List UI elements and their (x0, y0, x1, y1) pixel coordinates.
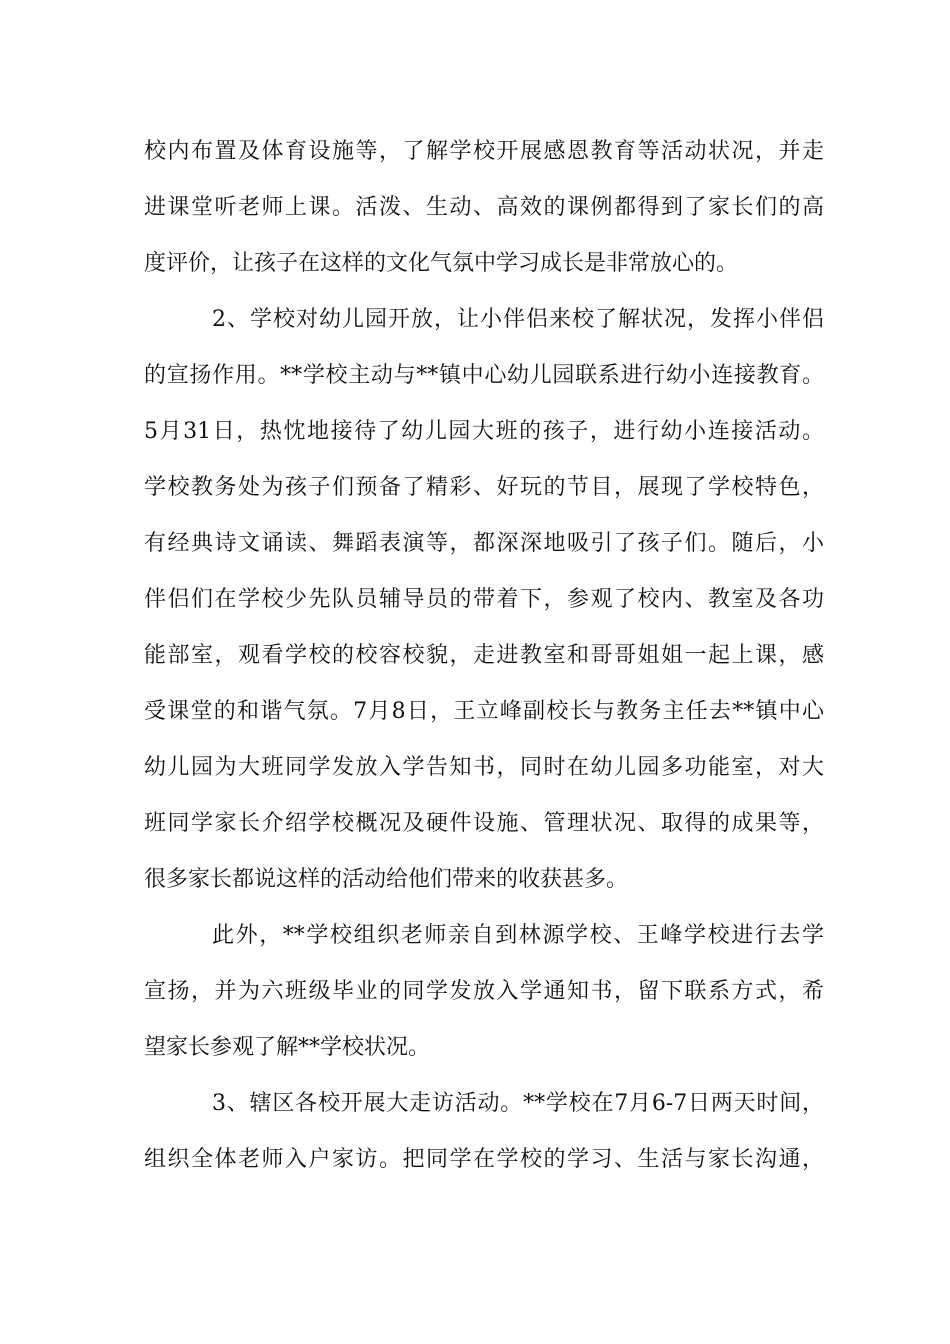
text-line: 3、辖区各校开展大走访活动。**学校在7月6-7日两天时间， (212, 1091, 824, 1116)
text-line: 有经典诗文诵读、舞蹈表演等，都深深地吸引了孩子们。随后，小 (144, 531, 824, 556)
text-line: 伴侣们在学校少先队员辅导员的带着下，参观了校内、教室及各功 (144, 587, 824, 612)
text-line: 班同学家长介绍学校概况及硬件设施、管理状况、取得的成果等， (144, 811, 824, 836)
text-line: 受课堂的和谐气氛。7月8日，王立峰副校长与教务主任去**镇中心 (144, 699, 824, 724)
text-line: 进课堂听老师上课。活泼、生动、高效的课例都得到了家长们的高 (144, 195, 824, 220)
text-line: 校内布置及体育设施等，了解学校开展感恩教育等活动状况，并走 (144, 139, 824, 164)
text-line: 2、学校对幼儿园开放，让小伴侣来校了解状况，发挥小伴侣 (212, 307, 824, 332)
text-line: 很多家长都说这样的活动给他们带来的收获甚多。 (144, 867, 629, 892)
text-line: 的宣扬作用。**学校主动与**镇中心幼儿园联系进行幼小连接教育。 (144, 363, 824, 388)
text-line: 能部室，观看学校的校容校貌，走进教室和哥哥姐姐一起上课，感 (144, 643, 824, 668)
text-line: 学校教务处为孩子们预备了精彩、好玩的节目，展现了学校特色， (144, 475, 824, 500)
text-line: 幼儿园为大班同学发放入学告知书，同时在幼儿园多功能室，对大 (144, 755, 824, 780)
text-line: 组织全体老师入户家访。把同学在学校的学习、生活与家长沟通， (144, 1147, 824, 1172)
text-line: 此外，**学校组织老师亲自到林源学校、王峰学校进行去学 (212, 923, 824, 948)
text-line: 度评价，让孩子在这样的文化气氛中学习成长是非常放心的。 (144, 251, 739, 276)
text-line: 宣扬，并为六班级毕业的同学发放入学通知书，留下联系方式，希 (144, 979, 824, 1004)
text-line: 望家长参观了解**学校状况。 (144, 1035, 431, 1060)
text-line: 5月31日，热忱地接待了幼儿园大班的孩子，进行幼小连接活动。 (144, 419, 824, 444)
